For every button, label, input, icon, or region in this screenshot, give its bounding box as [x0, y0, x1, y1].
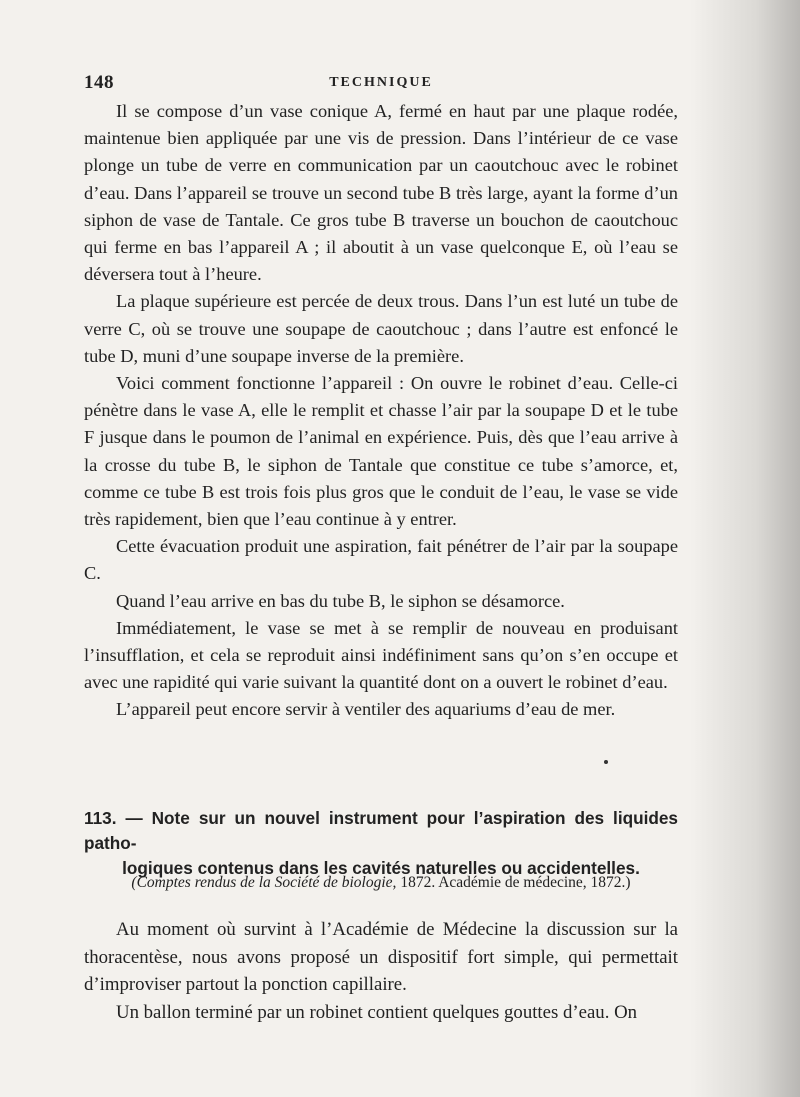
paragraph: Un ballon terminé par un robinet contient quelques gouttes d’eau. On — [116, 1001, 638, 1023]
page-number: 148 — [84, 72, 114, 93]
section-title-line2: logiques contenus dans les cavités naturelles ou accidentelles. — [122, 858, 640, 878]
page-edge-shadow — [690, 0, 800, 1097]
stray-mark — [604, 760, 608, 764]
citation-journal: (Comptes rendus de la Société de biologie, — [131, 874, 397, 891]
paragraph: Il se compose d’un vase conique A, fermé en haut par une plaque rodée, maintenue bien appliquée par une vis de pression. Dans l’intérieur de ce vase plonge un tube de verre en communication par un caoutchouc avec le robinet d’eau. Dans l’appareil se trouve un second tube B très large, ayant la forme d’un siphon de vase de Tantale. Ce gros tube B traverse un bouchon de caoutchouc qui ferme en bas l’appareil A ; il aboutit à un vase quelconque E, où l’eau se déversera tout à l’heure. — [84, 101, 678, 285]
body-text — [84, 98, 678, 724]
section-body — [84, 916, 678, 1026]
paragraph: Immédiatement, le vase se met à se remplir de nouveau en produisant l’insufflation, et cela se reproduit ainsi indéfiniment sans qu’on s’en occupe et avec une rapidité qui varie suivant la quantité dont on a ouvert le robinet d’eau. — [84, 617, 678, 693]
paragraph: Cette évacuation produit une aspiration, fait pénétrer de l’air par la soupape C. — [84, 536, 678, 584]
citation-rest: 1872. Académie de médecine, 1872.) — [396, 874, 631, 891]
running-title: TECHNIQUE — [329, 75, 433, 90]
paragraph: Quand l’eau arrive en bas du tube B, le siphon se désamorce. — [116, 590, 565, 611]
paragraph: L’appareil peut encore servir à ventiler des aquariums d’eau de mer. — [116, 699, 616, 720]
paragraph: Au moment où survint à l’Académie de Médecine la discussion sur la thoracentèse, nous avons proposé un dispositif fort simple, qui permettait d’improviser partout la ponction capillaire. — [84, 919, 678, 995]
section-title-line1: — Note sur un nouvel instrument pour l’aspiration des liquides patho- — [84, 808, 678, 853]
citation — [84, 872, 678, 894]
paragraph: Voici comment fonctionne l’appareil : On ouvre le robinet d’eau. Celle-ci pénètre dans le vase A, elle le remplit et chasse l’air par la soupape D et le tube F jusque dans le poumon de l’animal en expérience. Puis, dès que l’eau arrive à la crosse du tube B, le siphon de Tantale que constitue ce tube s’amorce, et, comme ce tube B est trois fois plus gros que le conduit de l’eau, le vase se vide très rapidement, bien que l’eau continue à y entrer. — [84, 373, 678, 530]
paragraph: La plaque supérieure est percée de deux trous. Dans l’un est luté un tube de verre C, où se trouve une soupape de caoutchouc ; dans l’autre est enfoncé le tube D, muni d’une soupape inverse de la première. — [84, 291, 678, 366]
page-header — [84, 72, 678, 96]
section-heading — [84, 806, 678, 881]
section-number: 113. — [84, 808, 117, 828]
